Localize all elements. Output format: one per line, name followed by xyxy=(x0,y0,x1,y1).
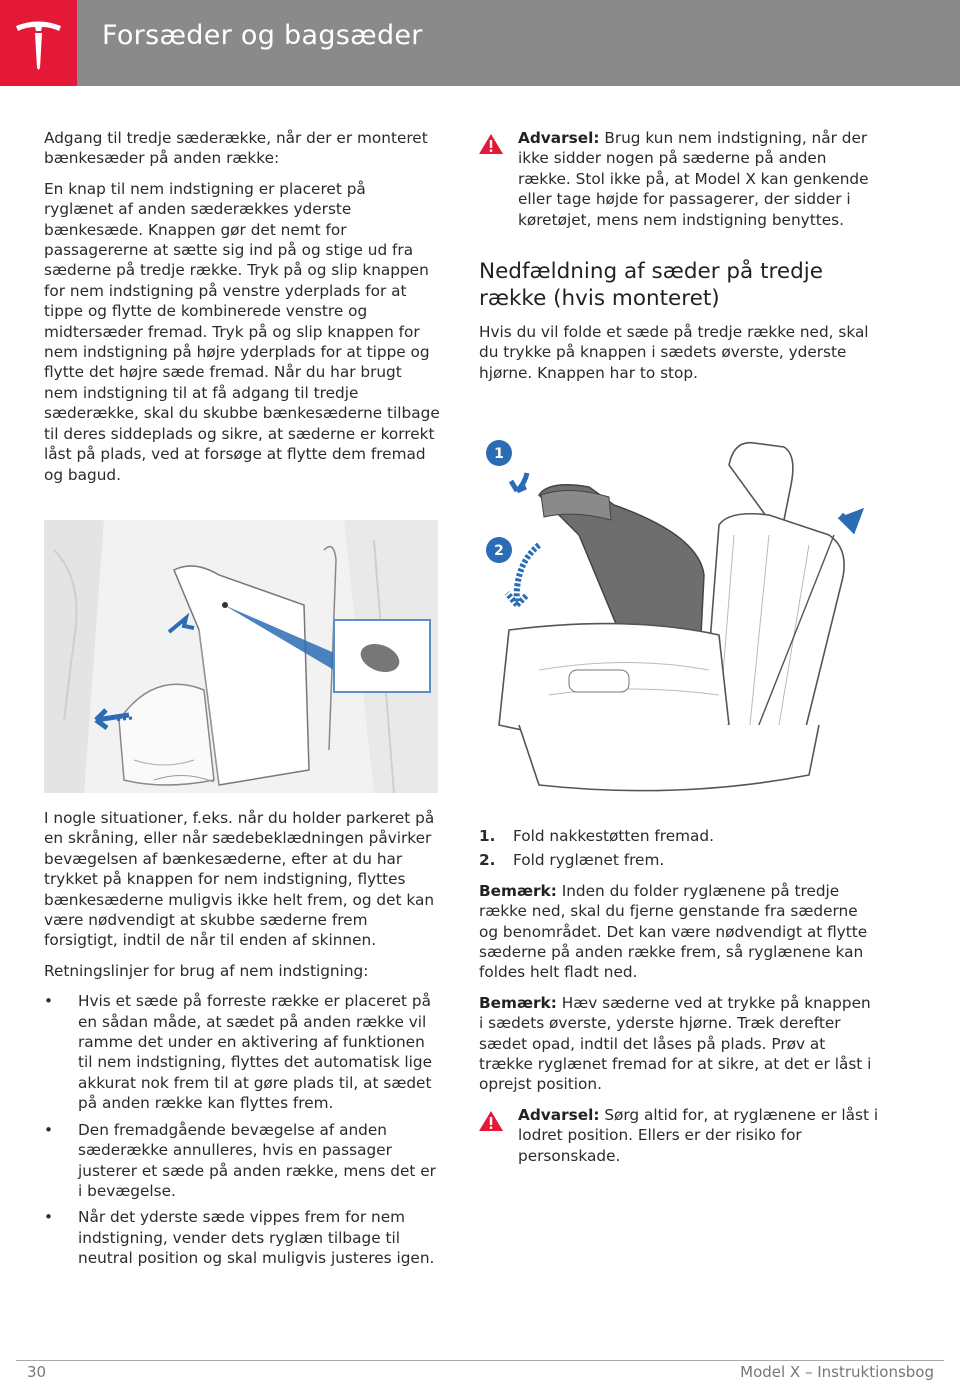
easy-entry-illustration xyxy=(44,520,438,793)
fold-paragraph: Hvis du vil folde et sæde på tredje række ned, skal du trykke på knappen i sædets øverste, yderste hjørne. Knappen har to stop. xyxy=(479,323,869,382)
note-block xyxy=(479,993,879,1095)
guidelines-list xyxy=(44,991,440,1268)
page-header xyxy=(0,0,960,86)
warning-icon xyxy=(479,134,503,154)
slope-paragraph: I nogle situationer, f.eks. når du holder parkeret på en skråning, eller når sædebeklædningen påvirker bevægelsen af bænkesæderne, efter at du har trykket på knappen for nem indstigning, flyttes bænkesæderne muligvis ikke helt frem, og det kan være nødvendigt at skubbe sæderne frem forsigtigt, indtil de når til enden af skinnen. xyxy=(44,809,435,950)
note-text: Inden du folder ryglænene på tredje række ned, skal du fjerne genstande fra sæderne og benområdet. Det kan være nødvendigt at flytte sæderne på anden række frem, så ryglænene kan foldes helt fladt ned. xyxy=(479,881,868,982)
warning-text: Brug kun nem indstigning, når der ikke sidder nogen på sæderne på anden række. Stol ikke på, at Model X kan genkende eller tage højde for passagerer, der sidder i køretøjet, mens nem indstigning benyttes. xyxy=(518,129,869,229)
warning-label: Advarsel: xyxy=(518,129,600,147)
section-heading: Nedfældning af sæder på tredje række (hvis monteret) xyxy=(479,259,823,312)
page-title: Forsæder og bagsæder xyxy=(102,20,423,51)
list-item: 1. Fold nakkestøtten fremad. xyxy=(479,827,714,845)
note-label: Bemærk: xyxy=(479,993,557,1012)
list-item: • Den fremadgående bevægelse af anden sæderække annulleres, hvis en passager justerer et sæde på anden række, mens det er i bevægelse. xyxy=(44,1120,436,1200)
tesla-logo-icon xyxy=(12,18,65,70)
manual-title: Model X – Instruktionsbog xyxy=(740,1363,934,1381)
third-row-seat-illustration xyxy=(479,425,873,805)
warning-text: Sørg altid for, at ryglænene er låst i lodret position. Ellers er der risiko for personskade. xyxy=(518,1105,879,1165)
note-label: Bemærk: xyxy=(479,881,557,900)
note-text: Hæv sæderne ved at trykke på knappen i sædets øverste, yderste hjørne. Træk derefter sædet opad, indtil det låses på plads. Prøv at trække ryglænet fremad for at sikre, at det er låst i oprejst position. xyxy=(479,993,872,1094)
note-block xyxy=(479,881,879,983)
footer-divider xyxy=(16,1360,944,1361)
warning-icon xyxy=(479,1111,503,1131)
page-number: 30 xyxy=(27,1363,47,1381)
steps-list xyxy=(479,826,879,871)
easy-entry-paragraph: En knap til nem indstigning er placeret på ryglænet af anden sæderækkes yderste bænkesæde. Knappen gør det nemt for passagererne at sætte sig ind på og stige ud fra sæderne på tredje række. Tryk på og slip knappen for nem indstigning på venstre yderplads for at tippe og flytte de kombinerede venstre og midtersæder fremad. Tryk på og slip knappen for nem indstigning på højre yderplads for at tippe og flytte det højre sæde fremad. Når du har brugt nem indstigning til at få adgang til tredje sæderække, skal du skubbe bænkesæderne tilbage til deres siddeplads og sikre, at sæderne er korrekt låst på plads, ved at forsøge at flytte dem fremad og bagud. xyxy=(44,179,440,484)
left-column-lower xyxy=(44,808,440,1275)
warning-block xyxy=(479,128,879,230)
list-item: • Når det yderste sæde vippes frem for nem indstigning, vender dets ryglæn tilbage til neutral position og skal muligvis justeres igen. xyxy=(44,1208,435,1268)
right-column xyxy=(479,128,879,393)
step-label-1: 1 xyxy=(494,446,504,462)
list-item: 2. Fold ryglænet frem. xyxy=(479,851,665,870)
tesla-logo xyxy=(0,0,77,86)
left-column xyxy=(44,128,440,495)
intro-text: Adgang til tredje sæderække, når der er monteret bænkesæder på anden række: xyxy=(44,129,428,168)
warning-block xyxy=(479,1105,879,1166)
step-label-2: 2 xyxy=(494,543,504,559)
guidelines-intro: Retningslinjer for brug af nem indstigning: xyxy=(44,961,369,980)
warning-label: Advarsel: xyxy=(518,1105,600,1124)
right-column-lower xyxy=(479,826,879,1178)
list-item: • Hvis et sæde på forreste række er placeret på en sådan måde, at sædet på anden række vil ramme det under en aktivering af funktionen til nem indstigning, flyttes det automatisk lige akkurat nok frem til at gøre plads til, at sædet på anden række kan flyttes frem. xyxy=(44,992,433,1113)
